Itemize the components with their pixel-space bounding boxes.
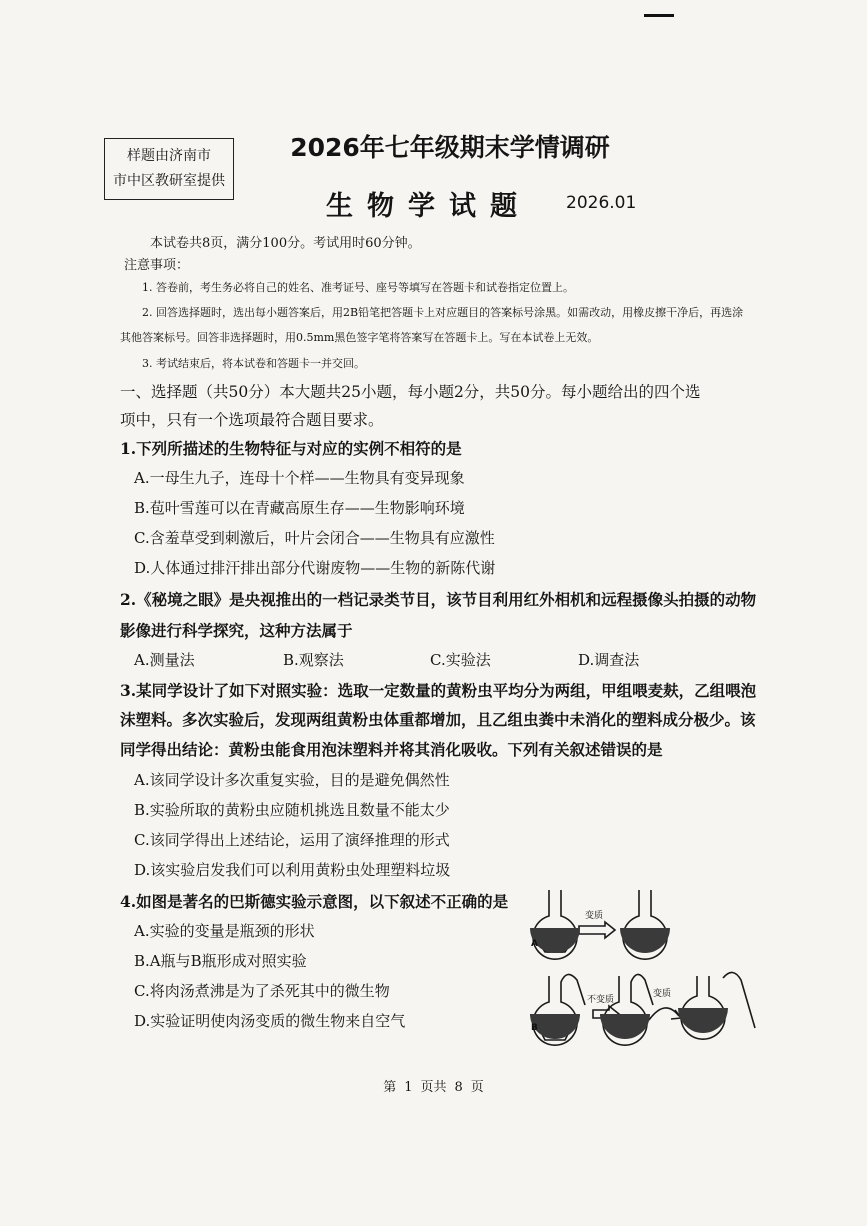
q4-option-c: C.将肉汤煮沸是为了杀死其中的微生物 — [134, 982, 390, 1000]
note-1: 1. 答卷前，考生务必将自己的姓名、准考证号、座号等填写在答题卡和试卷指定位置上。 — [142, 281, 574, 294]
pasteur-experiment-diagram — [527, 880, 767, 1060]
footer-page: 1 — [404, 1080, 413, 1095]
exam-info: 本试卷共8页，满分100分。考试用时60分钟。 — [150, 236, 421, 251]
arrow-1-label: 变质 — [585, 911, 604, 921]
notes-heading: 注意事项： — [124, 258, 190, 273]
footer-suffix: 页 — [470, 1080, 484, 1095]
q3-stem-line3: 同学得出结论：黄粉虫能食用泡沫塑料并将其消化吸收。下列有关叙述错误的是 — [120, 740, 663, 759]
exam-subtitle: 生物学试题 — [326, 191, 531, 222]
q4-option-d: D.实验证明使肉汤变质的微生物来自空气 — [134, 1012, 406, 1030]
label-b: B — [531, 1023, 538, 1033]
page-footer — [0, 1076, 867, 1095]
q2-option-b: B.观察法 — [283, 651, 344, 669]
q1-option-a: A.一母生九子，连母十个样——生物具有变异现象 — [134, 469, 465, 487]
footer-middle: 页共 — [420, 1080, 447, 1095]
section1-heading-line2: 项中，只有一个选项最符合题目要求。 — [120, 411, 384, 429]
arrow-2-label: 不变质 — [587, 995, 615, 1005]
arrow-1-icon — [579, 922, 615, 938]
note-2-line1: 2. 回答选择题时，选出每小题答案后，用2B铅笔把答题卡上对应题目的答案标号涂黑。如需改动，用橡皮擦干净后，再选涂 — [142, 306, 744, 319]
q1-option-b: B.苞叶雪莲可以在青藏高原生存——生物影响环境 — [134, 499, 465, 517]
provider-line2: 市中区教研室提供 — [113, 173, 225, 189]
footer-total: 8 — [454, 1080, 463, 1095]
exam-title: 2026年七年级期末学情调研 — [290, 133, 610, 162]
q2-option-d: D.调查法 — [578, 651, 640, 669]
note-3: 3. 考试结束后，将本试卷和答题卡一并交回。 — [142, 357, 365, 370]
q3-stem-line1: 3.某同学设计了如下对照实验：选取一定数量的黄粉虫平均分为两组，甲组喂麦麸，乙组喂泡 — [120, 681, 757, 700]
section1-heading-line1: 一、选择题（共50分）本大题共25小题，每小题2分，共50分。每小题给出的四个选 — [120, 383, 701, 401]
q1-stem: 1.下列所描述的生物特征与对应的实例不相符的是 — [120, 439, 462, 458]
q4-option-a: A.实验的变量是瓶颈的形状 — [134, 922, 315, 940]
q3-option-c: C.该同学得出上述结论，运用了演绎推理的形式 — [134, 831, 450, 849]
q4-stem: 4.如图是著名的巴斯德实验示意图，以下叙述不正确的是 — [120, 892, 509, 911]
arrow-3-label: 变质 — [653, 989, 672, 999]
q1-option-d: D.人体通过排汗排出部分代谢废物——生物的新陈代谢 — [134, 559, 496, 577]
q3-option-a: A.该同学设计多次重复实验，目的是避免偶然性 — [134, 771, 450, 789]
q3-option-d: D.该实验启发我们可以利用黄粉虫处理塑料垃圾 — [134, 861, 451, 879]
note-2-line2: 其他答案标号。回答非选择题时，用0.5mm黑色签字笔将答案写在答题卡上。写在本试卷上无效。 — [120, 331, 599, 344]
exam-date: 2026.01 — [566, 193, 637, 213]
q2-stem-line1: 2.《秘境之眼》是央视推出的一档记录类节目，该节目利用红外相机和远程摄像头拍摄的动物 — [120, 590, 757, 609]
footer-prefix: 第 — [383, 1080, 397, 1095]
q2-option-c: C.实验法 — [430, 651, 491, 669]
q1-option-c: C.含羞草受到刺激后，叶片会闭合——生物具有应激性 — [134, 529, 495, 547]
q2-option-a: A.测量法 — [134, 651, 195, 669]
label-a: A — [531, 939, 538, 949]
provider-box — [104, 138, 234, 200]
q3-stem-line2: 沫塑料。多次实验后，发现两组黄粉虫体重都增加，且乙组虫粪中未消化的塑料成分极少。该 — [120, 710, 756, 729]
q2-stem-line2: 影像进行科学探究，这种方法属于 — [120, 621, 353, 640]
scan-mark — [644, 14, 674, 17]
provider-line1: 样题由济南市 — [127, 148, 211, 164]
broken-neck-piece-icon — [723, 972, 755, 1028]
q4-option-b: B.A瓶与B瓶形成对照实验 — [134, 952, 307, 970]
q3-option-b: B.实验所取的黄粉虫应随机挑选且数量不能太少 — [134, 801, 450, 819]
